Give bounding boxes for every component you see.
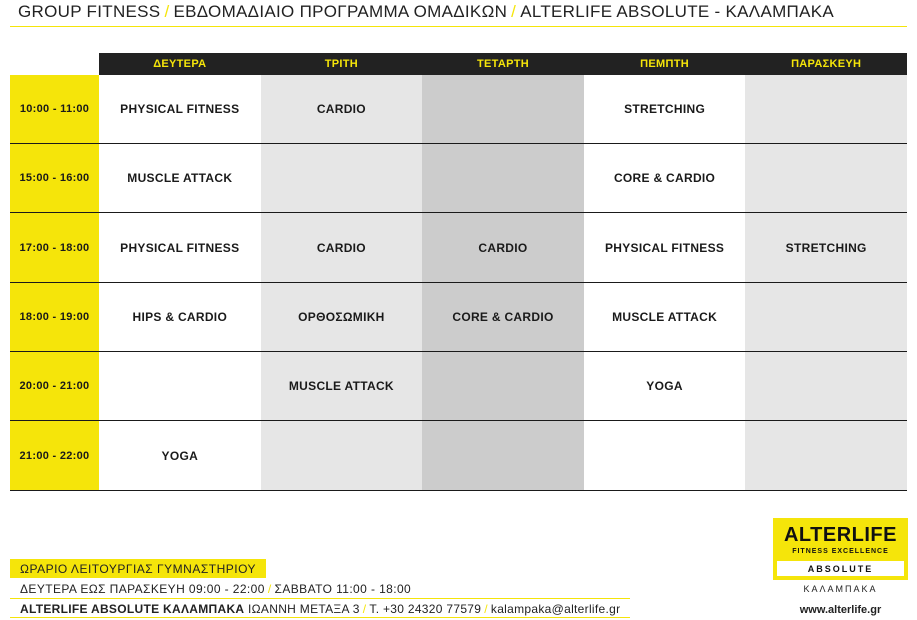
logo-city: ΚΑΛΑΜΠΑΚΑ <box>803 584 878 594</box>
class-cell <box>422 422 584 490</box>
day-header-monday: ΔΕΥΤΕΡΑ <box>153 58 207 70</box>
logo-edition: ABSOLUTE <box>777 561 904 576</box>
class-cell: CARDIO <box>478 240 528 255</box>
class-cell: CARDIO <box>316 240 366 255</box>
day-header-wednesday: ΤΕΤΑΡΤΗ <box>476 58 529 70</box>
schedule-row <box>10 75 907 144</box>
contact-info <box>20 602 620 616</box>
day-header-thursday: ΠΕΜΠΤΗ <box>640 58 689 70</box>
class-cell <box>745 144 907 212</box>
class-cell <box>261 422 423 490</box>
hours-divider <box>10 598 630 599</box>
class-cell <box>422 144 584 212</box>
schedule-row <box>10 144 907 213</box>
class-cell: MUSCLE ATTACK <box>288 379 394 394</box>
class-cell: CARDIO <box>316 102 366 116</box>
class-cell: STRETCHING <box>785 240 867 255</box>
class-cell: MUSCLE ATTACK <box>612 309 718 324</box>
website-link[interactable]: www.alterlife.gr <box>799 604 882 616</box>
contact-email: kalampaka@alterlife.gr <box>490 602 621 616</box>
alterlife-logo <box>773 518 908 580</box>
title-part-group-fitness: GROUP FITNESS <box>18 2 161 21</box>
class-cell: YOGA <box>161 448 199 463</box>
logo-brand: ALTERLIFE <box>783 524 897 546</box>
class-cell <box>745 352 907 420</box>
contact-separator: / <box>362 602 367 616</box>
class-cell: CORE & CARDIO <box>613 171 716 186</box>
class-cell <box>422 75 584 143</box>
opening-hours-label: ΩΡΑΡΙΟ ΛΕΙΤΟΥΡΓΙΑΣ ΓΥΜΝΑΣΤΗΡΙΟΥ <box>10 559 266 578</box>
title-separator: / <box>164 2 170 21</box>
class-cell: PHYSICAL FITNESS <box>604 240 725 255</box>
contact-separator: / <box>484 602 488 616</box>
class-cell: YOGA <box>646 379 683 394</box>
time-slot: 17:00 - 18:00 <box>19 241 90 254</box>
schedule-row <box>10 283 907 352</box>
hours-separator: / <box>267 582 272 596</box>
day-header-friday: ΠΑΡΑΣΚΕΥΗ <box>791 58 862 70</box>
time-slot: 20:00 - 21:00 <box>19 380 90 393</box>
schedule-row <box>10 352 907 421</box>
class-cell <box>99 352 261 420</box>
schedule-grid <box>10 53 907 491</box>
contact-name: ALTERLIFE ABSOLUTE ΚΑΛΑΜΠΑΚΑ <box>20 602 245 616</box>
time-slot: 10:00 - 11:00 <box>19 103 90 115</box>
day-header-row <box>99 53 907 75</box>
contact-phone: T. +30 24320 77579 <box>369 602 482 616</box>
contact-address: ΙΩΑΝΝΗ ΜΕΤΑΞΑ 3 <box>248 602 360 616</box>
class-cell <box>745 283 907 351</box>
class-cell: CORE & CARDIO <box>452 309 554 324</box>
class-cell: PHYSICAL FITNESS <box>120 240 240 255</box>
time-slot: 18:00 - 19:00 <box>19 310 90 323</box>
class-cell: STRETCHING <box>624 102 706 116</box>
class-cell: PHYSICAL FITNESS <box>120 102 240 116</box>
title-divider <box>10 26 907 27</box>
title-part-weekly-program: ΕΒΔΟΜΑΔΙΑΙΟ ΠΡΟΓΡΑΜΜΑ ΟΜΑΔΙΚΩΝ <box>173 2 508 21</box>
opening-hours <box>20 582 411 596</box>
day-header-tuesday: ΤΡΙΤΗ <box>324 58 359 70</box>
time-slot: 15:00 - 16:00 <box>19 172 90 185</box>
schedule-row <box>10 214 907 283</box>
class-cell <box>745 75 907 143</box>
class-cell: MUSCLE ATTACK <box>127 171 233 186</box>
contact-divider <box>10 617 630 618</box>
title-separator: / <box>511 2 517 21</box>
class-cell <box>745 422 907 490</box>
title-part-location: ALTERLIFE ABSOLUTE - ΚΑΛΑΜΠΑΚΑ <box>520 2 835 21</box>
class-cell <box>584 422 746 490</box>
hours-weekdays: ΔΕΥΤΕΡΑ ΕΩΣ ΠΑΡΑΣΚΕΥΗ 09:00 - 22:00 <box>20 582 265 596</box>
class-cell: ΟΡΘΟΣΩΜΙΚΗ <box>298 309 385 324</box>
class-cell: HIPS & CARDIO <box>132 309 228 324</box>
time-slot: 21:00 - 22:00 <box>19 449 90 462</box>
hours-saturday: ΣΑΒΒΑΤΟ 11:00 - 18:00 <box>274 582 412 596</box>
class-cell <box>261 144 423 212</box>
page-title <box>18 2 834 24</box>
schedule-row <box>10 422 907 491</box>
class-cell <box>422 352 584 420</box>
logo-tagline: FITNESS EXCELLENCE <box>792 548 889 555</box>
